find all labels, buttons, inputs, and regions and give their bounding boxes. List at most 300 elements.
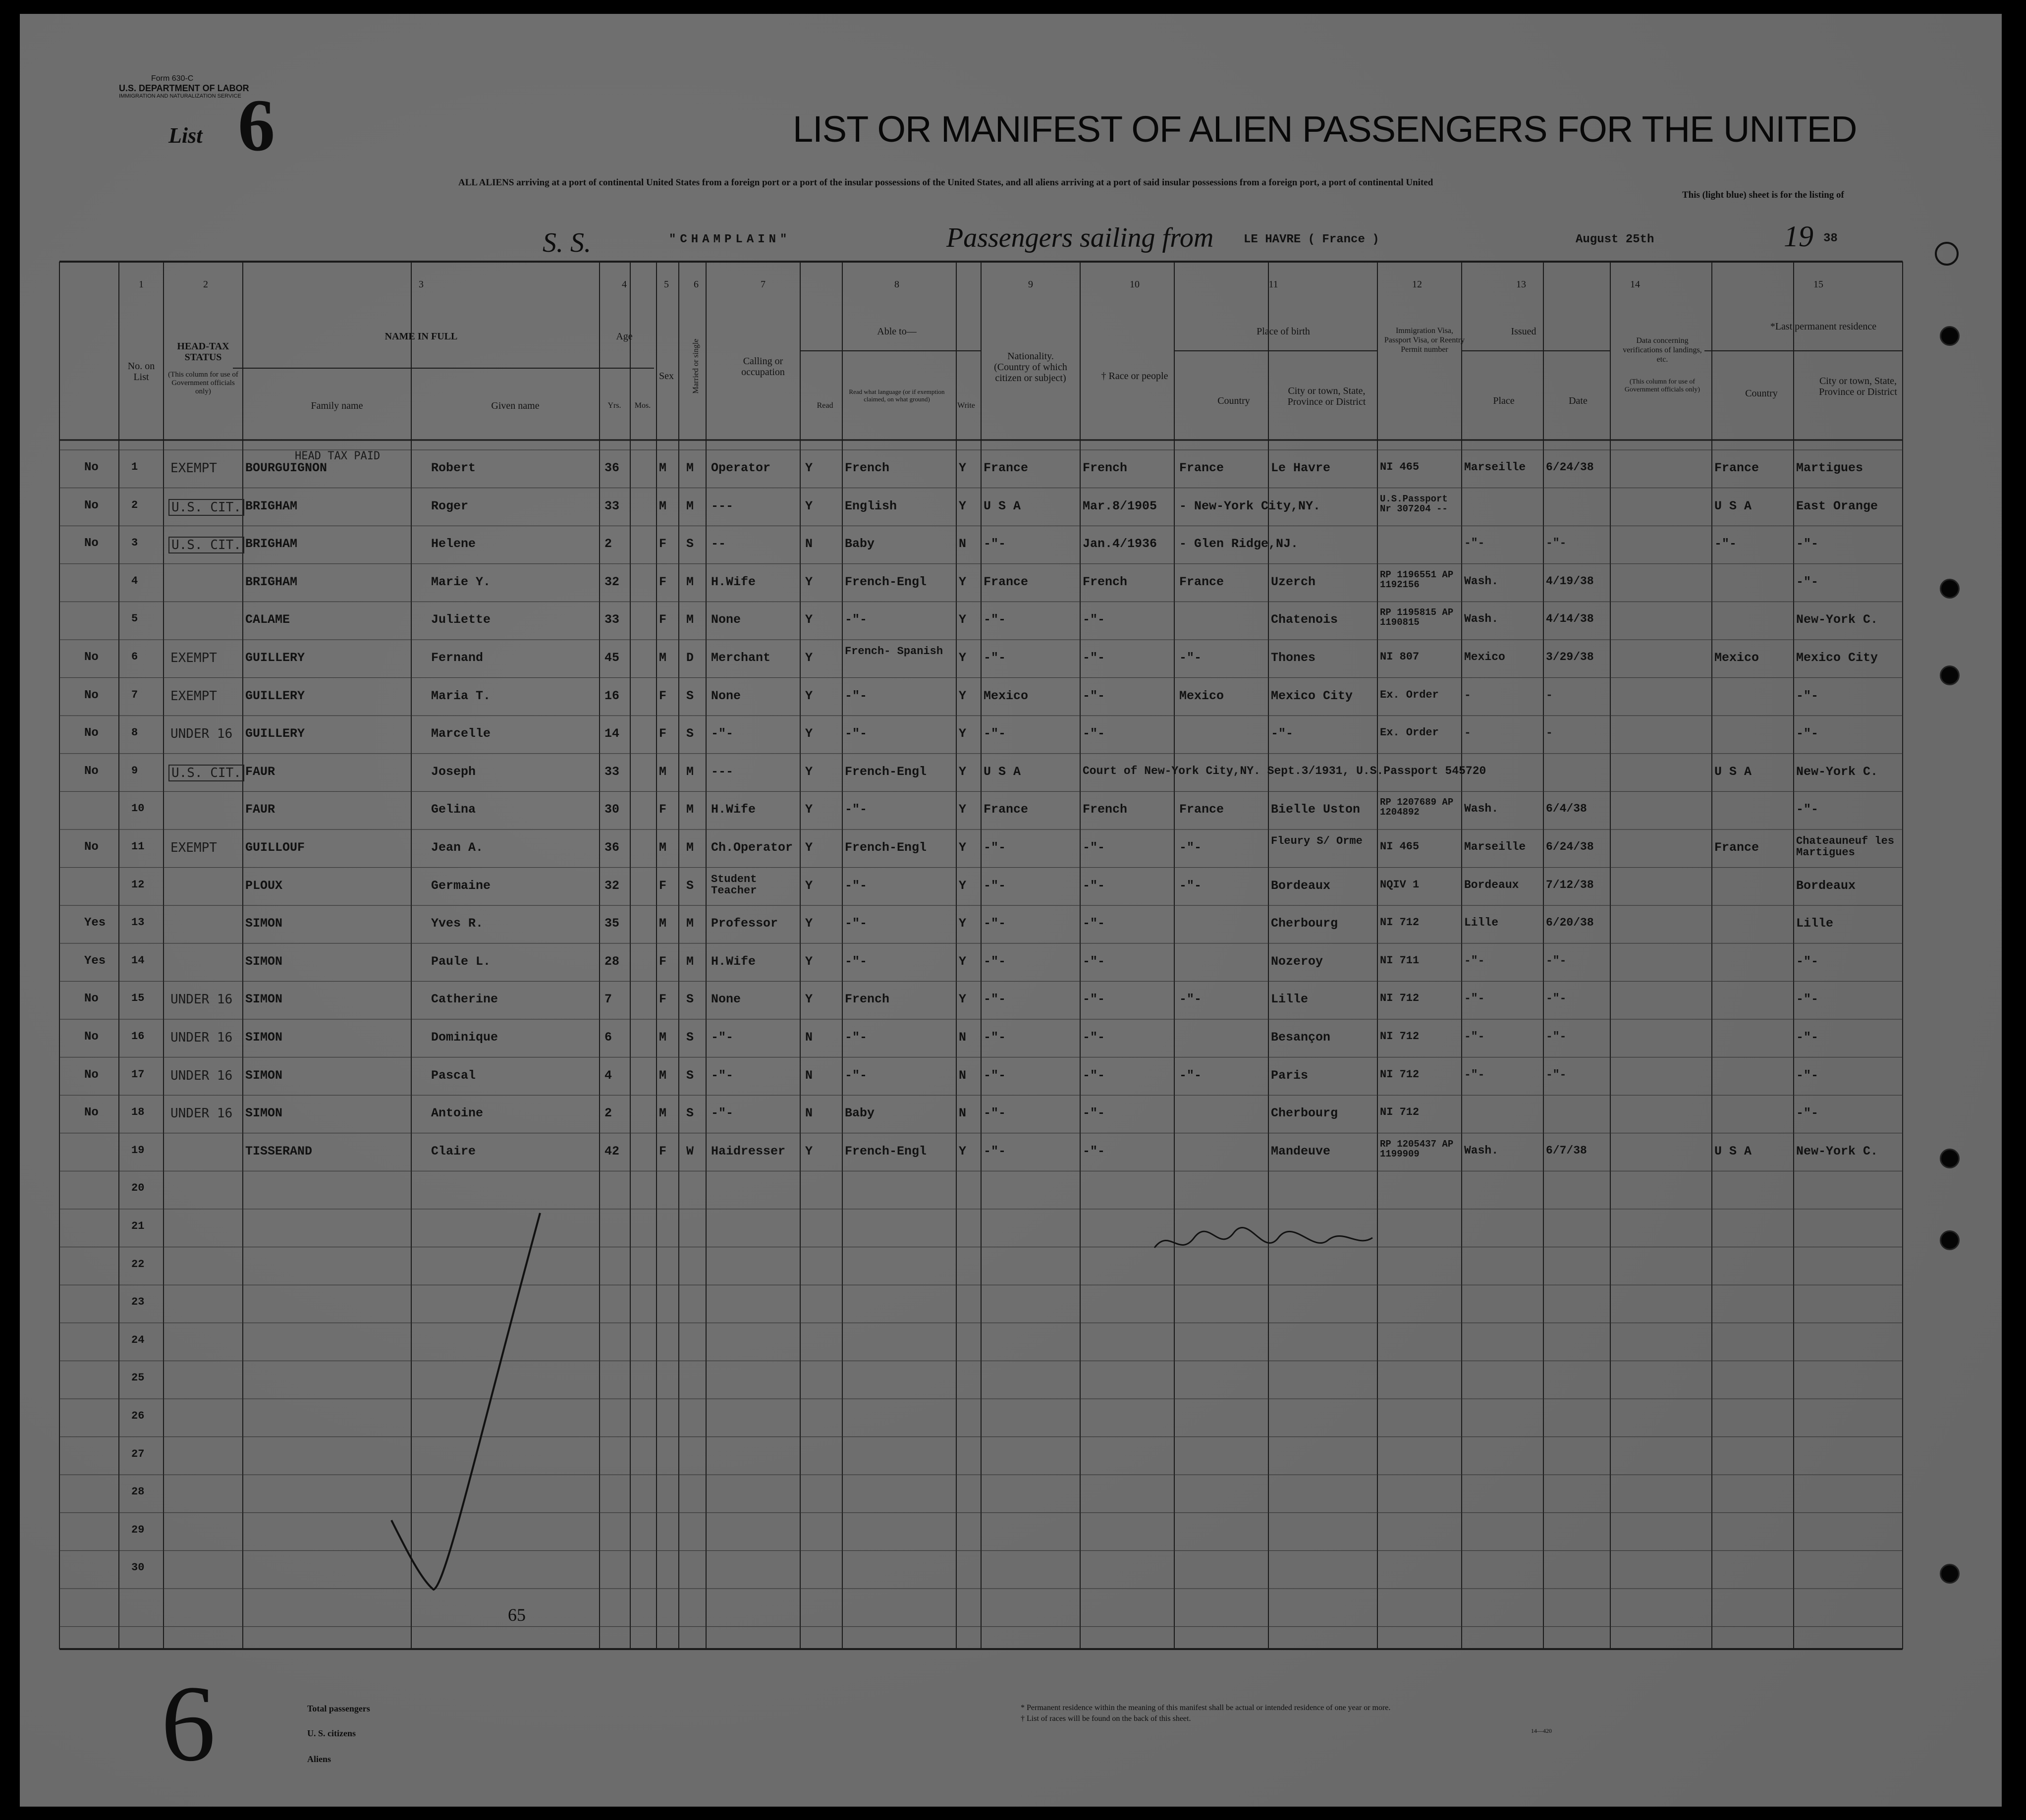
row-can-read: Y xyxy=(805,688,813,703)
col-head-nationality: Nationality. (Country of which citizen or subject) xyxy=(994,351,1067,384)
row-nationality: France xyxy=(984,574,1029,589)
row-head-tax-stamp: U.S. CIT. xyxy=(168,499,244,516)
row-occupation: Professor xyxy=(711,916,778,931)
row-sex: M xyxy=(659,916,667,931)
punch-hole xyxy=(1940,665,1960,685)
row-issued-date: 4/19/38 xyxy=(1546,574,1594,588)
row-family-name: SIMON xyxy=(245,1068,283,1083)
row-sex: M xyxy=(659,1106,667,1121)
ss-label: S. S. xyxy=(543,227,591,258)
row-residence-city: -"- xyxy=(1796,992,1819,1007)
col-head-able-to: Able to— xyxy=(877,326,917,337)
col-head-birth-country: Country xyxy=(1217,395,1250,406)
row-issued-date: 3/29/38 xyxy=(1546,651,1594,663)
row-occupation: None xyxy=(711,992,741,1007)
row-residence-city: -"- xyxy=(1796,802,1819,817)
row-can-read: N xyxy=(805,1030,813,1045)
us-citizens-label: U. S. citizens xyxy=(307,1728,356,1738)
row-given-name: Juliette xyxy=(431,612,491,627)
row-can-write: N xyxy=(959,1030,967,1045)
form-code: 14—420 xyxy=(1531,1727,1552,1734)
row-issued-date: 6/7/38 xyxy=(1546,1144,1587,1157)
row-marital-status: S xyxy=(686,992,694,1007)
row-can-write: Y xyxy=(959,840,967,855)
row-age-years: 2 xyxy=(604,537,612,552)
row-family-name: FAUR xyxy=(245,764,275,779)
col-head-sex: Sex xyxy=(659,371,674,382)
manifest-title: LIST OR MANIFEST OF ALIEN PASSENGERS FOR THE UNITED xyxy=(793,109,1857,150)
row-birth-city: Paris xyxy=(1271,1068,1309,1083)
row-occupation: --- xyxy=(711,498,734,513)
row-residence-city: Bordeaux xyxy=(1796,878,1856,893)
row-residence-city: -"- xyxy=(1796,574,1819,589)
row-birth-city: Cherbourg xyxy=(1271,1106,1338,1121)
col-head-issued-place: Place xyxy=(1493,395,1515,406)
row-occupation: -"- xyxy=(711,726,734,741)
row-age-years: 36 xyxy=(604,840,620,855)
row-can-read: N xyxy=(805,1106,813,1121)
row-birth-city: Le Havre xyxy=(1271,461,1331,475)
row-number: 15 xyxy=(131,992,145,1005)
row-sex: F xyxy=(659,537,667,552)
row-visa-number: RP 1196551 AP 1192156 xyxy=(1380,569,1454,590)
row-residence-city: Mexico City xyxy=(1796,651,1878,665)
row-issued-date: 6/24/38 xyxy=(1546,840,1594,853)
row-family-name: SIMON xyxy=(245,916,283,931)
row-issued-date: - xyxy=(1546,726,1553,740)
footer-list-number: 6 xyxy=(161,1663,216,1784)
row-number: 14 xyxy=(131,954,145,967)
row-age-years: 33 xyxy=(604,764,620,779)
row-issued-date: -"- xyxy=(1546,1030,1567,1043)
row-issued-place: -"- xyxy=(1464,1030,1485,1043)
row-can-read: Y xyxy=(805,992,813,1007)
row-head-tax-stamp: U.S. CIT. xyxy=(168,765,244,781)
row-occupation: H.Wife xyxy=(711,574,756,589)
row-nationality: France xyxy=(984,802,1029,817)
row-race: -"- xyxy=(1083,612,1105,627)
row-visa-number: NI 712 xyxy=(1380,992,1420,1005)
row-marital-status: S xyxy=(686,688,694,703)
row-number: 12 xyxy=(131,878,145,891)
col-head-married: Married or single xyxy=(692,338,700,394)
col-head-name-in-full: NAME IN FULL xyxy=(384,331,458,342)
col-num-6: 6 xyxy=(694,279,699,290)
col-num-10: 10 xyxy=(1130,279,1140,290)
row-family-name: BRIGHAM xyxy=(245,574,298,589)
row-visa-number: RP 1205437 AP 1199909 xyxy=(1380,1138,1454,1159)
row-can-write: Y xyxy=(959,726,967,741)
row-can-write: N xyxy=(959,1106,967,1121)
row-birth-city: Lille xyxy=(1271,992,1309,1007)
row-occupation: -"- xyxy=(711,1068,734,1083)
empty-row-number: 28 xyxy=(131,1486,145,1498)
empty-row-number: 27 xyxy=(131,1447,145,1460)
row-read-language: French xyxy=(845,461,890,475)
empty-row-number: 25 xyxy=(131,1372,145,1384)
row-read-language: French-Engl xyxy=(845,840,927,855)
col-head-landing-note: (This column for use of Government officials only) xyxy=(1624,378,1700,393)
row-sex: M xyxy=(659,764,667,779)
department: U.S. DEPARTMENT OF LABOR xyxy=(119,83,249,93)
col-head-head-tax: HEAD-TAX STATUS xyxy=(177,341,229,363)
total-passengers-label: Total passengers xyxy=(307,1704,370,1713)
row-birth-country: - Glen Ridge,NJ. xyxy=(1179,537,1299,552)
col-head-age: Age xyxy=(616,331,633,342)
row-given-name: Jean A. xyxy=(431,840,484,855)
row-age-years: 2 xyxy=(604,1106,612,1121)
row-birth-city: Cherbourg xyxy=(1271,916,1338,931)
col-head-res-country: Country xyxy=(1745,388,1778,399)
page-number: 65 xyxy=(508,1605,526,1625)
empty-row-number: 29 xyxy=(131,1523,145,1536)
row-can-write: Y xyxy=(959,878,967,893)
row-nationality: -"- xyxy=(984,1068,1006,1083)
row-can-write: Y xyxy=(959,612,967,627)
col-num-4: 4 xyxy=(622,279,627,290)
row-head-tax-stamp: UNDER 16 xyxy=(170,1106,233,1121)
row-family-name: SIMON xyxy=(245,1030,283,1045)
footnote-residence: * Permanent residence within the meaning of this manifest shall be actual or intended residence of one year or more. xyxy=(1021,1704,1391,1712)
row-visa-number: NI 807 xyxy=(1380,651,1420,663)
row-sex: F xyxy=(659,878,667,893)
row-can-write: Y xyxy=(959,802,967,817)
inspector-signature xyxy=(1150,1213,1377,1272)
row-issued-place: Bordeaux xyxy=(1464,878,1519,891)
row-race: -"- xyxy=(1083,726,1105,741)
row-given-name: Paule L. xyxy=(431,954,491,969)
row-occupation: --- xyxy=(711,764,734,779)
row-number: 2 xyxy=(131,498,138,511)
row-residence-city: East Orange xyxy=(1796,498,1878,513)
row-nationality: U S A xyxy=(984,764,1021,779)
col-num-8: 8 xyxy=(894,279,899,290)
row-birth-city: -"- xyxy=(1271,726,1294,741)
row-age-years: 35 xyxy=(604,916,620,931)
row-family-name: PLOUX xyxy=(245,878,283,893)
row-read-language: Baby xyxy=(845,1106,875,1121)
punch-hole xyxy=(1940,326,1960,346)
row-occupation: None xyxy=(711,688,741,703)
punch-hole xyxy=(1935,242,1959,266)
row-visa-number: RP 1195815 AP 1190815 xyxy=(1380,607,1454,628)
row-residence-city: New-York C. xyxy=(1796,764,1878,779)
row-read-language: -"- xyxy=(845,916,868,931)
col-num-11: 11 xyxy=(1268,279,1278,290)
row-number: 19 xyxy=(131,1144,145,1157)
row-age-years: 36 xyxy=(604,461,620,475)
row-marital-status: S xyxy=(686,726,694,741)
row-number: 3 xyxy=(131,537,138,550)
head-tax-paid-stamp: HEAD TAX PAID xyxy=(295,450,381,462)
row-sex: M xyxy=(659,1030,667,1045)
col-num-1: 1 xyxy=(139,279,144,290)
row-residence-city: -"- xyxy=(1796,954,1819,969)
row-marital-status: S xyxy=(686,1106,694,1121)
row-birth-country: -"- xyxy=(1179,840,1202,855)
row-family-name: TISSERAND xyxy=(245,1144,313,1158)
row-read-language: French xyxy=(845,992,890,1007)
row-residence-city: -"- xyxy=(1796,1106,1819,1121)
row-visa-number: NI 712 xyxy=(1380,916,1420,929)
row-marital-status: M xyxy=(686,802,694,817)
row-visa-number: NI 712 xyxy=(1380,1068,1420,1081)
sailing-date: August 25th xyxy=(1576,233,1654,246)
row-residence-city: Lille xyxy=(1796,916,1834,931)
row-status: No xyxy=(84,1030,99,1044)
row-race: -"- xyxy=(1083,688,1105,703)
row-age-years: 42 xyxy=(604,1144,620,1158)
row-can-write: Y xyxy=(959,498,967,513)
row-issued-place: - xyxy=(1464,688,1471,702)
row-status: Yes xyxy=(84,954,106,968)
punch-hole xyxy=(1940,1149,1960,1168)
row-given-name: Claire xyxy=(431,1144,476,1158)
col-num-2: 2 xyxy=(203,279,208,290)
row-family-name: SIMON xyxy=(245,1106,283,1121)
col-num-15: 15 xyxy=(1813,279,1823,290)
row-read-language: -"- xyxy=(845,878,868,893)
row-family-name: BRIGHAM xyxy=(245,498,298,513)
row-birth-country: -"- xyxy=(1179,878,1202,893)
row-nationality: -"- xyxy=(984,1030,1006,1045)
row-family-name: GUILLOUF xyxy=(245,840,305,855)
row-visa-number: U.S.Passport Nr 307204 -- xyxy=(1380,493,1448,514)
col-head-given-name: Given name xyxy=(491,400,540,411)
row-head-tax-stamp: EXEMPT xyxy=(170,688,217,704)
row-occupation: -"- xyxy=(711,1106,734,1121)
row-can-write: Y xyxy=(959,688,967,703)
row-nationality: -"- xyxy=(984,1144,1006,1158)
row-race: -"- xyxy=(1083,651,1105,665)
row-issued-date: -"- xyxy=(1546,954,1567,967)
row-issued-place: -"- xyxy=(1464,537,1485,550)
row-head-tax-stamp: UNDER 16 xyxy=(170,1030,233,1045)
row-can-write: Y xyxy=(959,954,967,969)
row-read-language: -"- xyxy=(845,726,868,741)
row-race: -"- xyxy=(1083,1144,1105,1158)
row-birth-city: Bielle Uston xyxy=(1271,802,1361,817)
row-race: -"- xyxy=(1083,1030,1105,1045)
row-marital-status: M xyxy=(686,840,694,855)
row-given-name: Maria T. xyxy=(431,688,491,703)
row-given-name: Pascal xyxy=(431,1068,476,1083)
row-family-name: GUILLERY xyxy=(245,726,305,741)
row-marital-status: D xyxy=(686,651,694,665)
aliens-label: Aliens xyxy=(307,1754,331,1764)
row-occupation: Student Teacher xyxy=(711,873,757,897)
row-age-years: 32 xyxy=(604,574,620,589)
list-number: 6 xyxy=(238,84,275,166)
empty-row-number: 24 xyxy=(131,1333,145,1346)
row-nationality: -"- xyxy=(984,537,1006,552)
row-birth-city: Thones xyxy=(1271,651,1316,665)
row-age-years: 33 xyxy=(604,612,620,627)
empty-row-number: 30 xyxy=(131,1561,145,1574)
row-head-tax-stamp: UNDER 16 xyxy=(170,1068,233,1083)
row-marital-status: S xyxy=(686,878,694,893)
row-head-tax-stamp: U.S. CIT. xyxy=(168,537,244,553)
row-birth-city: Mandeuve xyxy=(1271,1144,1331,1158)
row-race: French xyxy=(1083,461,1128,475)
row-family-name: FAUR xyxy=(245,802,275,817)
row-marital-status: M xyxy=(686,954,694,969)
row-can-read: Y xyxy=(805,764,813,779)
row-read-language: -"- xyxy=(845,612,868,627)
empty-row-number: 26 xyxy=(131,1410,145,1422)
ship-name: "CHAMPLAIN" xyxy=(669,233,791,246)
row-occupation: Haidresser xyxy=(711,1144,786,1158)
row-birth-country: -"- xyxy=(1179,1068,1202,1083)
row-sex: F xyxy=(659,954,667,969)
row-residence-city: New-York C. xyxy=(1796,1144,1878,1158)
row-number: 13 xyxy=(131,916,145,929)
row-visa-number: RP 1207689 AP 1204892 xyxy=(1380,797,1454,818)
row-issued-place: Mexico xyxy=(1464,651,1505,663)
row-age-years: 28 xyxy=(604,954,620,969)
row-given-name: Gelina xyxy=(431,802,476,817)
row-given-name: Robert xyxy=(431,461,476,475)
row-read-language: -"- xyxy=(845,802,868,817)
col-head-res-city: City or town, State, Province or District xyxy=(1819,376,1897,397)
row-residence-city: -"- xyxy=(1796,537,1819,552)
row-can-write: Y xyxy=(959,461,967,475)
row-given-name: Joseph xyxy=(431,764,476,779)
col-num-14: 14 xyxy=(1630,279,1640,290)
punch-hole xyxy=(1940,1230,1960,1250)
row-given-name: Marie Y. xyxy=(431,574,491,589)
col-num-13: 13 xyxy=(1516,279,1526,290)
row-family-name: BRIGHAM xyxy=(245,537,298,552)
row-read-language: French-Engl xyxy=(845,1144,927,1158)
row-issued-place: Wash. xyxy=(1464,1144,1499,1157)
row-race: Jan.4/1936 xyxy=(1083,537,1157,552)
row-issued-date: 4/14/38 xyxy=(1546,612,1594,626)
row-residence-city: Chateauneuf les Martigues xyxy=(1796,835,1895,859)
row-occupation: Merchant xyxy=(711,651,771,665)
row-can-read: N xyxy=(805,1068,813,1083)
row-can-read: Y xyxy=(805,574,813,589)
row-can-read: N xyxy=(805,537,813,552)
col-head-issued-date: Date xyxy=(1569,395,1588,406)
row-residence-city: Martigues xyxy=(1796,461,1863,475)
service: IMMIGRATION AND NATURALIZATION SERVICE xyxy=(119,93,241,99)
row-can-write: N xyxy=(959,1068,967,1083)
row-race: -"- xyxy=(1083,1106,1105,1121)
row-race: -"- xyxy=(1083,954,1105,969)
row-status: No xyxy=(84,688,99,702)
row-age-years: 6 xyxy=(604,1030,612,1045)
row-can-write: Y xyxy=(959,916,967,931)
row-visa-number: NI 465 xyxy=(1380,840,1420,853)
row-nationality: -"- xyxy=(984,916,1006,931)
row-issued-place: - xyxy=(1464,726,1471,740)
row-sex: M xyxy=(659,840,667,855)
row-age-years: 14 xyxy=(604,726,620,741)
manifest-sheet xyxy=(20,14,2002,1807)
row-age-years: 32 xyxy=(604,878,620,893)
row-issued-date: 6/4/38 xyxy=(1546,802,1587,816)
row-occupation: None xyxy=(711,612,741,627)
row-race: French xyxy=(1083,574,1128,589)
row-number: 11 xyxy=(131,840,145,853)
row-marital-status: S xyxy=(686,1030,694,1045)
row-read-language: French-Engl xyxy=(845,764,927,779)
row-race: Mar.8/1905 xyxy=(1083,498,1157,513)
row-birth-country: France xyxy=(1179,574,1224,589)
row-family-name: GUILLERY xyxy=(245,688,305,703)
row-birth-city: Uzerch xyxy=(1271,574,1316,589)
row-can-write: Y xyxy=(959,651,967,665)
empty-row-number: 22 xyxy=(131,1258,145,1270)
sailing-label: Passengers sailing from xyxy=(946,222,1214,253)
col-head-issued: Issued xyxy=(1511,326,1536,337)
row-occupation: Operator xyxy=(711,461,771,475)
row-residence-country: France xyxy=(1714,840,1759,855)
row-race: -"- xyxy=(1083,1068,1105,1083)
row-marital-status: M xyxy=(686,916,694,931)
col-head-birth-city: City or town, State, Province or District xyxy=(1287,386,1366,407)
row-head-tax-stamp: EXEMPT xyxy=(170,840,217,855)
row-residence-country: France xyxy=(1714,461,1759,475)
row-occupation: -- xyxy=(711,537,726,552)
row-given-name: Catherine xyxy=(431,992,498,1007)
row-family-name: SIMON xyxy=(245,992,283,1007)
row-age-years: 30 xyxy=(604,802,620,817)
row-can-read: Y xyxy=(805,612,813,627)
row-number: 4 xyxy=(131,574,138,587)
row-given-name: Marcelle xyxy=(431,726,491,741)
row-status: No xyxy=(84,840,99,854)
row-given-name: Roger xyxy=(431,498,469,513)
row-given-name: Dominique xyxy=(431,1030,498,1045)
row-sex: F xyxy=(659,726,667,741)
row-marital-status: M xyxy=(686,612,694,627)
row-occupation: -"- xyxy=(711,1030,734,1045)
row-nationality: -"- xyxy=(984,878,1006,893)
row-race: -"- xyxy=(1083,840,1105,855)
row-occupation: H.Wife xyxy=(711,802,756,817)
row-can-write: Y xyxy=(959,764,967,779)
row-birth-city: Nozeroy xyxy=(1271,954,1323,969)
row-sex: F xyxy=(659,1144,667,1158)
row-nationality: -"- xyxy=(984,840,1006,855)
row-marital-status: M xyxy=(686,461,694,475)
row-occupation: Ch.Operator xyxy=(711,840,793,855)
row-can-read: Y xyxy=(805,726,813,741)
port-of-departure: LE HAVRE ( France ) xyxy=(1244,233,1379,246)
row-issued-date: 7/12/38 xyxy=(1546,878,1594,891)
row-issued-place: Wash. xyxy=(1464,574,1499,588)
row-number: 8 xyxy=(131,726,138,739)
row-read-language: French- Spanish xyxy=(845,645,943,658)
row-nationality: Mexico xyxy=(984,688,1029,703)
row-read-language: -"- xyxy=(845,688,868,703)
row-status: No xyxy=(84,651,99,664)
row-sex: M xyxy=(659,498,667,513)
row-can-write: N xyxy=(959,537,967,552)
row-race: -"- xyxy=(1083,992,1105,1007)
row-visa-number: Ex. Order xyxy=(1380,688,1439,701)
row-residence-country: U S A xyxy=(1714,764,1752,779)
row-nationality: -"- xyxy=(984,992,1006,1007)
row-visa-number: NI 711 xyxy=(1380,954,1420,967)
row-can-read: Y xyxy=(805,916,813,931)
row-number: 6 xyxy=(131,651,138,663)
punch-hole xyxy=(1940,579,1960,599)
col-num-7: 7 xyxy=(761,279,766,290)
row-number: 16 xyxy=(131,1030,145,1043)
